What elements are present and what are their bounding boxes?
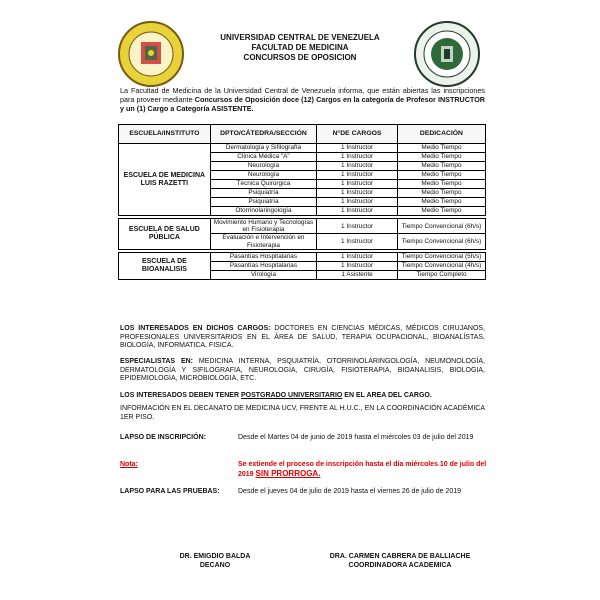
department-cell: Clínica Médica "A" — [210, 153, 316, 162]
note-label: Nota: — [120, 461, 138, 468]
department-cell: Pasantías Hospitalarias — [210, 252, 316, 261]
department-cell: Evaluación e Intervención en Fisioterapia — [210, 234, 316, 249]
dedication-cell: Tiempo Completo — [397, 270, 485, 279]
department-cell: Otorrinolaringología — [210, 207, 316, 216]
dedication-cell: Medio Tiempo — [397, 144, 485, 153]
table-row — [119, 252, 486, 261]
positions-cell: 1 Instructor — [317, 162, 398, 171]
positions-cell: 1 Instructor — [317, 261, 398, 270]
positions-cell: 1 Instructor — [317, 207, 398, 216]
intro-paragraph: La Facultad de Medicina de la Universidad Central de Venezuela informa, que están abiertas las inscripciones para proveer mediante Concursos de Oposición doce (12) Cargos en la categoría de Profesor INSTRUCTOR y un (1) Cargo a Categoría ASISTENTE. — [120, 86, 485, 113]
positions-cell: 1 Instructor — [317, 153, 398, 162]
institute-cell: ESCUELA DE MEDICINA LUIS RAZETTI — [119, 144, 211, 216]
positions-cell: 1 Asistente — [317, 270, 398, 279]
signature-coordinator: DRA. CARMEN CABRERA DE BALLIACHE COORDINADORA ACADEMICA — [329, 553, 471, 569]
dedication-cell: Medio Tiempo — [397, 198, 485, 207]
institute-cell: ESCUELA DE BIOANALISIS — [119, 252, 211, 279]
positions-cell: 1 Instructor — [317, 252, 398, 261]
department-cell: Psiquiatría — [210, 198, 316, 207]
document-header — [190, 33, 410, 63]
especialistas-paragraph: ESPECIALISTAS EN: MEDICINA INTERNA, PSQUIATRÍA, OTORRINOLARINGOLOGÍA, NEUMONOLOGÍA, DERMATOLOGÍA Y SIFILOGRAFIA, NEUROLOGIA, CIRUGÍA, FISIOTERAPIA, BIOANALISIS, BIOLOGIA, EPIDEMIOLOGIA, MICROBIOLOGIA, ETC. — [120, 358, 485, 383]
dedication-cell: Medio Tiempo — [397, 162, 485, 171]
interesados-paragraph: LOS INTERESADOS EN DICHOS CARGOS: DOCTORES EN CIENCIAS MÉDICAS, MÉDICOS CIRUJANOS, PROFESIONALES UNIVERSITARIOS EN EL ÁREA DE SALUD, TERAPIA OCUPACIONAL, BIOANALÍSTAS, BIOLOGÍA, INFORMATICA, FISICA. — [120, 325, 485, 350]
table-header-row — [119, 125, 486, 144]
signature-dean: DR. EMIGDIO BALDA DECANO — [179, 553, 251, 569]
positions-cell: 1 Instructor — [317, 171, 398, 180]
dedication-cell: Tiempo Convencional (6h/s) — [397, 219, 485, 234]
positions-cell: 1 Instructor — [317, 219, 398, 234]
postgrado-requirement: LOS INTERESADOS DEBEN TENER POSTGRADO UNIVERSITARIO EN EL AREA DEL CARGO. — [120, 392, 432, 399]
col-header-department: DPTO/CÁTEDRA/SECCIÓN — [210, 125, 316, 144]
note-text: Se extiende el proceso de inscripción hasta el día miércoles 10 de julio del 2019 SIN PRORROGA. — [238, 461, 487, 478]
col-header-institute: ESCUELA/INSTITUTO — [119, 125, 211, 144]
dedication-cell: Tiempo Convencional (5h/s) — [397, 252, 485, 261]
department-cell: Técnica Quirúrgica — [210, 180, 316, 189]
col-header-dedication: DEDICACIÓN — [397, 125, 485, 144]
department-cell: Dermatología y Sifilografía — [210, 144, 316, 153]
department-cell: Pasantías Hospitalarias — [210, 261, 316, 270]
positions-table — [118, 124, 486, 280]
positions-cell: 1 Instructor — [317, 144, 398, 153]
dedication-cell: Medio Tiempo — [397, 171, 485, 180]
table-row — [119, 219, 486, 234]
department-cell: Neurología — [210, 162, 316, 171]
dedication-cell: Medio Tiempo — [397, 180, 485, 189]
department-cell: Neurología — [210, 171, 316, 180]
positions-cell: 1 Instructor — [317, 180, 398, 189]
dedication-cell: Medio Tiempo — [397, 153, 485, 162]
positions-cell: 1 Instructor — [317, 189, 398, 198]
university-seal-logo — [413, 20, 481, 88]
institute-cell: ESCUELA DE SALUD PÚBLICA — [119, 219, 211, 250]
dedication-cell: Tiempo Convencional (4h/s) — [397, 261, 485, 270]
positions-cell: 1 Instructor — [317, 234, 398, 249]
department-cell: Virología — [210, 270, 316, 279]
table-row — [119, 144, 486, 153]
col-header-positions: N°DE CARGOS — [317, 125, 398, 144]
dedication-cell: Medio Tiempo — [397, 207, 485, 216]
department-cell: Movimiento Humano y Tecnologías en Fisioterapia — [210, 219, 316, 234]
header-faculty: FACULTAD DE MEDICINA — [251, 43, 349, 52]
tests-period-label: LAPSO PARA LAS PRUEBAS: — [120, 488, 220, 495]
information-paragraph: INFORMACIÓN EN EL DECANATO DE MEDICINA UCV, FRENTE AL H.U.C., EN LA COORDINACIÓN ACADÉMICA 1ER PISO. — [120, 405, 485, 421]
dedication-cell: Medio Tiempo — [397, 189, 485, 198]
dedication-cell: Tiempo Convencional (6h/s) — [397, 234, 485, 249]
inscription-period-text: Desde el Martes 04 de junio de 2019 hasta el miércoles 03 de julio del 2019 — [238, 434, 474, 441]
tests-period-text: Desde el jueves 04 de julio de 2019 hasta el viernes 26 de julio de 2019 — [238, 488, 461, 495]
department-cell: Psiquiatría — [210, 189, 316, 198]
faculty-seal-logo — [117, 20, 185, 88]
header-title: CONCURSOS DE OPOSICION — [243, 53, 357, 62]
positions-cell: 1 Instructor — [317, 198, 398, 207]
header-university: UNIVERSIDAD CENTRAL DE VENEZUELA — [220, 33, 380, 42]
inscription-period-label: LAPSO DE INSCRIPCIÓN: — [120, 434, 206, 441]
